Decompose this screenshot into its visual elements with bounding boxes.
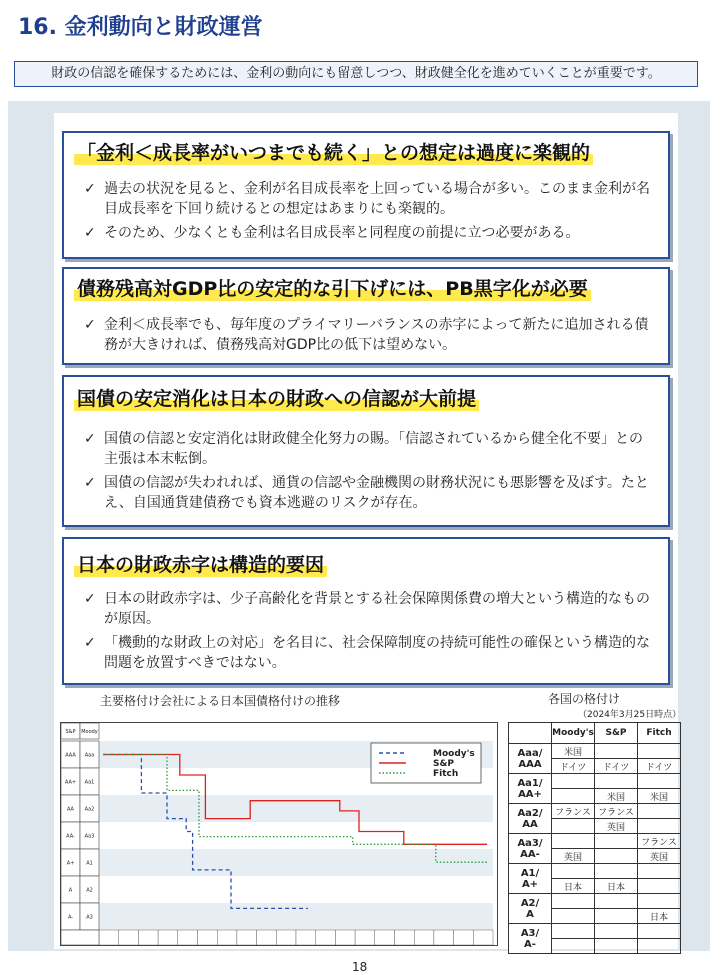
country-cell <box>552 939 595 954</box>
x-tick-cell <box>316 930 336 945</box>
check-icon: ✓ <box>84 317 96 333</box>
table-corner <box>509 723 552 744</box>
x-tick-cell <box>99 930 119 945</box>
y-tick-label-sp: AAA <box>65 752 76 759</box>
x-tick-cell <box>375 930 395 945</box>
rating-label: A1/ A+ <box>509 864 552 894</box>
bullet-text: 国債の信認と安定消化は財政健全化努力の賜。「信認されているから健全化不要」との主張は本末転倒。 <box>104 431 643 467</box>
country-cell <box>595 774 638 789</box>
bullet-item <box>84 589 654 629</box>
x-tick-cell <box>434 930 454 945</box>
x-tick-cell <box>237 930 257 945</box>
x-tick-cell <box>276 930 296 945</box>
x-tick-cell <box>473 930 493 945</box>
bullet-item <box>84 429 654 469</box>
y-tick-label-moody: Aa3 <box>84 833 95 840</box>
check-icon: ✓ <box>84 225 96 241</box>
rating-label: A2/ A <box>509 894 552 924</box>
country-cell <box>595 909 638 924</box>
country-cell <box>552 894 595 909</box>
country-cell: 米国 <box>552 744 595 759</box>
ratings-table-date: （2024年3月25日時点） <box>578 710 682 720</box>
rating-label: A3/ A- <box>509 924 552 954</box>
country-cell: 日本 <box>552 879 595 894</box>
country-cell <box>552 909 595 924</box>
country-cell <box>638 864 681 879</box>
country-cell: ドイツ <box>638 759 681 774</box>
y-tick-label-sp: A+ <box>66 860 75 867</box>
country-cell: フランス <box>552 804 595 819</box>
x-tick-cell <box>257 930 277 945</box>
legend-label: Fitch <box>433 769 459 779</box>
x-tick-cell <box>198 930 218 945</box>
rating-label: Aaa/ AAA <box>509 744 552 774</box>
country-cell: 英国 <box>552 849 595 864</box>
point-heading: 「金利＜成長率がいつまでも続く」との想定は過度に楽観的 <box>74 141 593 165</box>
country-cell: 英国 <box>595 819 638 834</box>
country-cell <box>638 744 681 759</box>
country-cell <box>552 774 595 789</box>
country-cell <box>552 924 595 939</box>
country-cell: ドイツ <box>595 759 638 774</box>
bullet-item <box>84 179 654 219</box>
country-cell: 米国 <box>638 789 681 804</box>
country-cell: 米国 <box>595 789 638 804</box>
country-cell <box>595 864 638 879</box>
x-tick-cell <box>158 930 178 945</box>
x-tick-cell <box>178 930 198 945</box>
country-cell: 日本 <box>638 909 681 924</box>
col-header-label: Moody <box>81 729 98 735</box>
bullet-item <box>84 633 654 673</box>
x-tick-cell <box>414 930 434 945</box>
x-tick-cell <box>296 930 316 945</box>
x-tick-cell <box>138 930 158 945</box>
rating-history-chart <box>60 722 498 946</box>
bullet-text: そのため、少なくとも金利は名目成長率と同程度の前提に立つ必要がある。 <box>104 225 580 241</box>
x-tick-cell <box>119 930 139 945</box>
country-cell <box>638 804 681 819</box>
check-icon: ✓ <box>84 475 96 491</box>
page-number: 18 <box>352 960 368 974</box>
agency-header: Fitch <box>638 723 681 744</box>
legend-label: S&P <box>433 759 454 769</box>
rating-label: Aa1/ AA+ <box>509 774 552 804</box>
x-tick-cell <box>454 930 474 945</box>
country-cell: 英国 <box>638 849 681 864</box>
point-heading: 国債の安定消化は日本の財政への信認が大前提 <box>74 387 479 411</box>
x-tick-cell <box>335 930 355 945</box>
chart-band <box>99 876 493 903</box>
bullet-item <box>84 315 654 355</box>
bullet-text: 日本の財政赤字は、少子高齢化を背景とする社会保障関係費の増大という構造的なものが原因。 <box>104 591 650 627</box>
rating-label: Aa3/ AA- <box>509 834 552 864</box>
legend-label: Moody's <box>433 749 475 759</box>
x-tick-cell <box>395 930 415 945</box>
country-cell <box>595 939 638 954</box>
country-cell <box>552 789 595 804</box>
corner-cell <box>61 930 99 945</box>
y-tick-label-moody: Aa2 <box>84 806 95 813</box>
country-cell <box>595 834 638 849</box>
chart-band <box>99 795 493 822</box>
bullet-item <box>84 223 654 243</box>
country-cell <box>595 894 638 909</box>
agency-header: S&P <box>595 723 638 744</box>
summary-banner: 財政の信認を確保するためには、金利の動向にも留意しつつ、財政健全化を進めていくことが重要です。 <box>14 61 698 87</box>
rating-chart-svg <box>61 723 497 945</box>
chart-band <box>99 849 493 876</box>
check-icon: ✓ <box>84 431 96 447</box>
country-ratings-table <box>508 722 681 954</box>
agency-header: Moody's <box>552 723 595 744</box>
country-cell <box>638 774 681 789</box>
country-cell: 日本 <box>595 879 638 894</box>
bullet-text: 国債の信認が失われれば、通貨の信認や金融機関の財務状況にも悪影響を及ぼす。たとえ、自国通貨建債務でも資本逃避のリスクが存在。 <box>104 475 649 511</box>
point-box-4 <box>62 537 670 685</box>
y-tick-label-moody: Aa1 <box>84 779 95 786</box>
y-tick-label-sp: AA+ <box>64 779 77 786</box>
y-tick-label-moody: A3 <box>86 914 93 921</box>
country-cell <box>638 879 681 894</box>
bullet-text: 過去の状況を見ると、金利が名目成長率を上回っている場合が多い。このまま金利が名目成長率を下回り続けるとの想定はあまりにも楽観的。 <box>104 181 650 217</box>
page-title: 16. 金利動向と財政運営 <box>18 15 263 40</box>
check-icon: ✓ <box>84 181 96 197</box>
country-cell: フランス <box>595 804 638 819</box>
country-cell <box>595 744 638 759</box>
country-cell <box>638 939 681 954</box>
y-tick-label-moody: Aaa <box>84 752 95 759</box>
ratings-table-title: 各国の格付け <box>548 692 621 706</box>
point-box-3 <box>62 375 670 527</box>
point-heading: 債務残高対GDP比の安定的な引下げには、PB黒字化が必要 <box>74 277 591 301</box>
bullet-text: 金利＜成長率でも、毎年度のプライマリーバランスの赤字によって新たに追加される債務が大きければ、債務残高対GDP比の低下は望めない。 <box>104 317 649 353</box>
country-cell <box>552 819 595 834</box>
y-tick-label-moody: A2 <box>86 887 93 894</box>
country-cell <box>595 849 638 864</box>
y-tick-label-sp: AA- <box>66 833 75 840</box>
chart-band <box>99 822 493 849</box>
chart-band <box>99 903 493 930</box>
country-cell <box>552 864 595 879</box>
check-icon: ✓ <box>84 591 96 607</box>
bullet-item <box>84 473 654 513</box>
y-tick-label-sp: A- <box>67 914 74 921</box>
point-box-2 <box>62 267 670 365</box>
country-cell: フランス <box>638 834 681 849</box>
col-header-label: S&P <box>65 729 76 735</box>
country-cell <box>638 819 681 834</box>
point-box-1 <box>62 131 670 259</box>
country-cell <box>638 924 681 939</box>
x-tick-cell <box>217 930 237 945</box>
y-tick-label-sp: AA <box>67 806 74 813</box>
check-icon: ✓ <box>84 635 96 651</box>
country-cell: ドイツ <box>552 759 595 774</box>
country-cell <box>638 894 681 909</box>
bullet-text: 「機動的な財政上の対応」を名目に、社会保障制度の持続可能性の確保という構造的な問題を放置すべきではない。 <box>104 635 650 671</box>
y-tick-label-sp: A <box>68 887 73 894</box>
country-cell <box>552 834 595 849</box>
rating-label: Aa2/ AA <box>509 804 552 834</box>
y-tick-label-moody: A1 <box>86 860 93 867</box>
chart-title: 主要格付け会社による日本国債格付けの推移 <box>100 694 341 708</box>
point-heading: 日本の財政赤字は構造的要因 <box>74 553 327 577</box>
country-cell <box>595 924 638 939</box>
x-tick-cell <box>355 930 375 945</box>
